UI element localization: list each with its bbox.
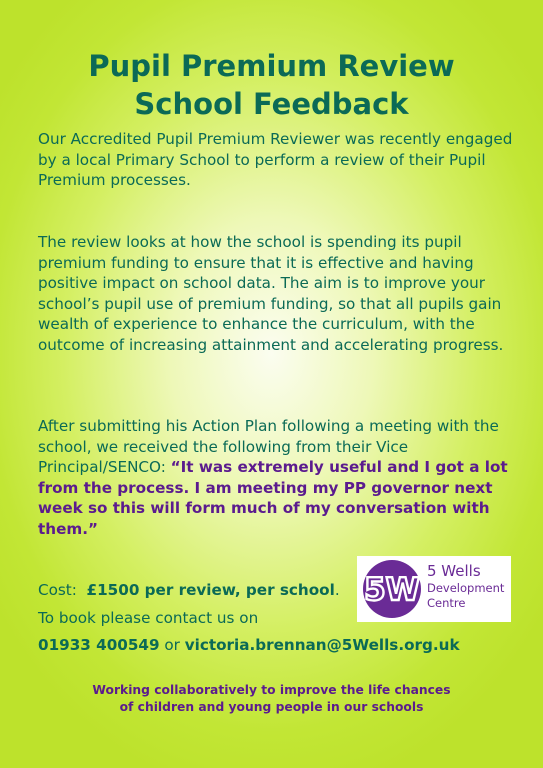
feedback-paragraph — [38, 416, 518, 539]
footer-tagline-line-2: of children and young people in our schools — [119, 700, 424, 714]
logo-subtitle-line-2: Centre — [427, 596, 466, 610]
booking-text: To book please contact us on — [38, 609, 259, 627]
feedback-lead-text: After submitting his Action Plan following a meeting with the school, we received the following from their Vice Principal/SENCO: — [38, 417, 499, 476]
cost-line — [38, 579, 340, 601]
five-wells-logo-mark-svg — [363, 560, 421, 618]
footer-tagline-line-1: Working collaboratively to improve the life chances — [92, 683, 451, 697]
contact-separator: or — [159, 636, 185, 654]
logo-mark-text: 5W — [364, 572, 420, 608]
page-title-line-1: Pupil Premium Review — [88, 49, 455, 83]
review-paragraph: The review looks at how the school is spending its pupil premium funding to ensure that it is effective and having positive impact on school data. The aim is to improve your school’s pupil use of premium funding, so that all pupils gain wealth of experience to enhance the curriculum, with the outcome of increasing attainment and accelerating progress. — [38, 233, 504, 354]
cost-label: Cost: — [38, 581, 87, 599]
contact-line — [38, 634, 460, 656]
phone-number[interactable]: 01933 400549 — [38, 636, 160, 654]
page-title-line-2: School Feedback — [134, 87, 409, 121]
logo-subtitle-line-1: Development — [427, 581, 505, 595]
email-link[interactable]: victoria.brennan@5Wells.org.uk — [184, 636, 460, 654]
cost-suffix: . — [334, 581, 340, 599]
feedback-quote: “It was extremely useful and I got a lot from the process. I am meeting my PP governor next week so this will form much of my conversation with them.” — [38, 458, 508, 538]
cost-amount: £1500 per review, per school — [86, 581, 335, 599]
five-wells-logo — [357, 556, 511, 622]
five-wells-logo-mark-icon — [363, 560, 421, 618]
intro-paragraph: Our Accredited Pupil Premium Reviewer was recently engaged by a local Primary School to perform a review of their Pupil Premium processes. — [38, 130, 513, 189]
logo-text-block — [427, 562, 511, 611]
logo-name: 5 Wells — [427, 562, 481, 580]
